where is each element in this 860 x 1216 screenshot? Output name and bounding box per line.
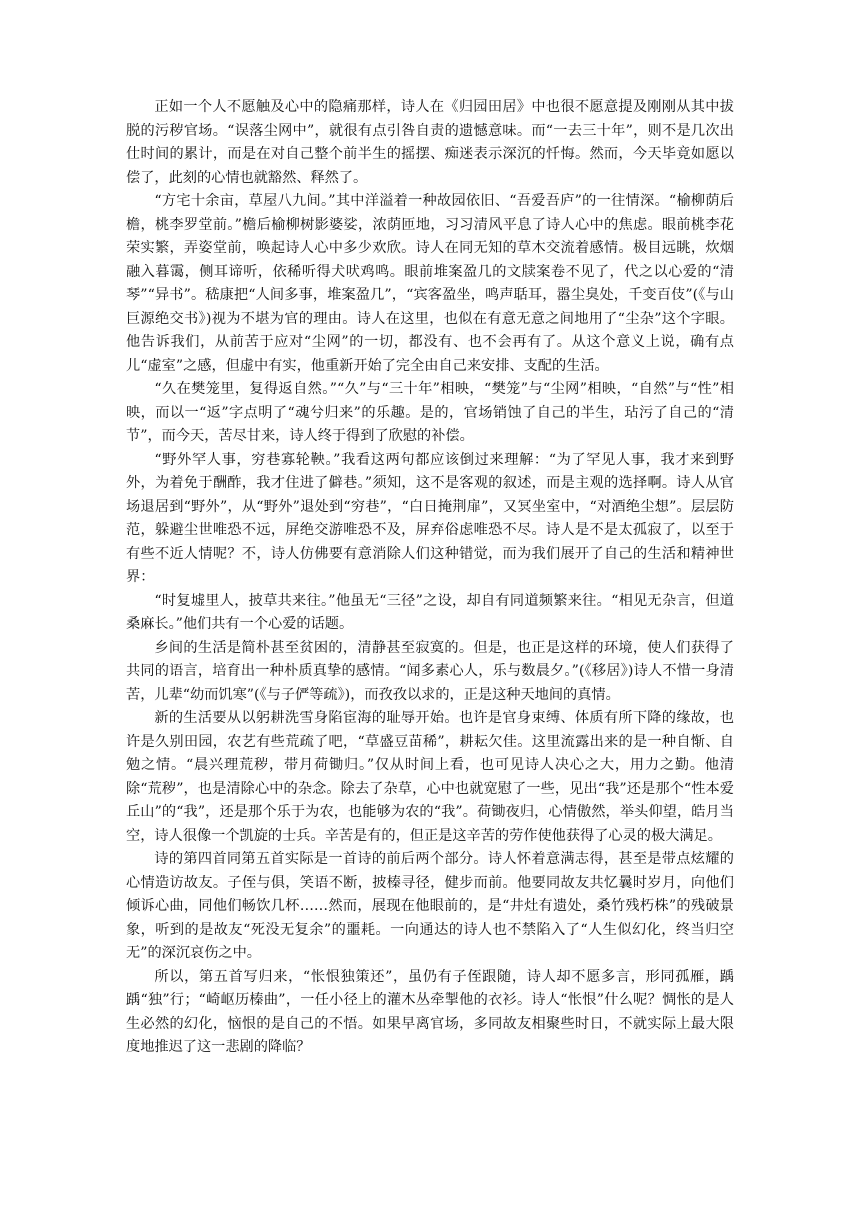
paragraph-7: 新的生活要从以躬耕洗雪身陷宦海的耻辱开始。也许是官身束缚、体质有所下降的缘故，也许是久别田园，农艺有些荒疏了吧，“草盛豆苗稀”，耕耘欠佳。这里流露出来的是一种自惭、自勉之情。“晨兴理荒秽，带月荷锄归。”仅从时间上看，也可见诗人决心之大，用力之勤。他清除“荒秽”，也是清除心中的杂念。除去了杂草，心中也就宽慰了一些，见出“我”还是那个“性本爱丘山”的“我”，还是那个乐于为农，也能够为农的“我”。荷锄夜归，心情傲然，举头仰望，皓月当空，诗人很像一个凯旋的士兵。辛苦是有的，但正是这辛苦的劳作使他获得了心灵的极大满足。: [126, 710, 734, 844]
paragraph-1: 正如一个人不愿触及心中的隐痛那样，诗人在《归园田居》中也很不愿意提及刚刚从其中拔脱的污秽官场。“误落尘网中”，就很有点引咎自责的遗憾意味。而“一去三十年”，则不是几次出仕时间的累计，而是在对自己整个前半生的摇摆、痴迷表示深沉的忏悔。然而，今天毕竟如愿以偿了，此刻的心情也就豁然、释然了。: [126, 99, 734, 186]
paragraph-8: 诗的第四首同第五首实际是一首诗的前后两个部分。诗人怀着意满志得，甚至是带点炫耀的心情造访故友。子侄与俱，笑语不断，披榛寻径，健步而前。他要同故友共忆曩时岁月，向他们倾诉心曲，同他们畅饮几杯……然而，展现在他眼前的，是“井灶有遗处，桑竹残朽株”的残破景象，听到的是故友“死没无复余”的噩耗。一向通达的诗人也不禁陷入了“人生似幻化，终当归空无”的深沉哀伤之中。: [126, 851, 734, 961]
paragraph-9: 所以，第五首写归来，“怅恨独策还”，虽仍有子侄跟随，诗人却不愿多言，形同孤雁，踽踽“独”行；“崎岖历榛曲”，一任小径上的灌木丛牵掣他的衣衫。诗人“怅恨”什么呢？惆怅的是人生必然的幻化，恼恨的是自己的不悟。如果早离官场，多同故友相聚些时日，不就实际上最大限度地推迟了这一悲剧的降临？: [126, 968, 734, 1055]
paragraph-5: “时复墟里人，披草共来往。”他虽无“三径”之设，却自有同道频繁来往。“相见无杂言，但道桑麻长。”他们共有一个心爱的话题。: [126, 592, 734, 632]
paragraph-3: “久在樊笼里，复得返自然。”“久”与“三十年”相映，“樊笼”与“尘网”相映，“自然”与“性”相映，而以一“返”字点明了“魂兮归来”的乐趣。是的，官场销蚀了自己的半生，玷污了自己的“清节”，而今天，苦尽甘来，诗人终于得到了欣慰的补偿。: [126, 381, 734, 444]
paragraph-6: 乡间的生活是简朴甚至贫困的，清静甚至寂寞的。但是，也正是这样的环境，使人们获得了共同的语言，培育出一种朴质真挚的感情。“闻多素心人，乐与数晨夕。”(《移居》)诗人不惜一身清苦，儿辈“幼而饥寒”(《与子俨等疏》)，而孜孜以求的，正是这种天地间的真情。: [126, 639, 734, 703]
paragraph-2: “方宅十余亩，草屋八九间。”其中洋溢着一种故园依旧、“吾爱吾庐”的一往情深。“榆柳荫后檐，桃李罗堂前。”檐后榆柳树影婆娑，浓荫匝地，习习清风平息了诗人心中的焦虑。眼前桃李花荣实繁，弄姿堂前，唤起诗人心中多少欢欣。诗人在同无知的草木交流着感情。极目远眺，炊烟融入暮霭，侧耳谛听，依稀听得犬吠鸡鸣。眼前堆案盈几的文牍案卷不见了，代之以心爱的“清琴”“异书”。嵇康把“人间多事，堆案盈几”，“宾客盈坐，鸣声聒耳，嚣尘臭处，千变百伎”(《与山巨源绝交书》)视为不堪为官的理由。诗人在这里，也似在有意无意之间地用了“尘杂”这个字眼。他告诉我们，从前苦于应对“尘网”的一切，都没有、也不会再有了。从这个意义上说，确有点儿“虚室”之感，但虚中有实，他重新开始了完全由自己来安排、支配的生活。: [126, 193, 734, 374]
document-page: [126, 96, 734, 1060]
paragraph-4: “野外罕人事，穷巷寡轮鞅。”我看这两句都应该倒过来理解：“为了罕见人事，我才来到野外，为着免于酬酢，我才住进了僻巷。”须知，这不是客观的叙述，而是主观的选择啊。诗人从官场退居到“野外”，从“野外”退处到“穷巷”，“白日掩荆扉”，又冥坐室中，“对酒绝尘想”。层层防范，躲避尘世唯恐不远，屏绝交游唯恐不及，屏弃俗虑唯恐不尽。诗人是不是太孤寂了，以至于有些不近人情呢？不，诗人仿佛要有意消除人们这种错觉，而为我们展开了自己的生活和精神世界：: [126, 451, 734, 585]
